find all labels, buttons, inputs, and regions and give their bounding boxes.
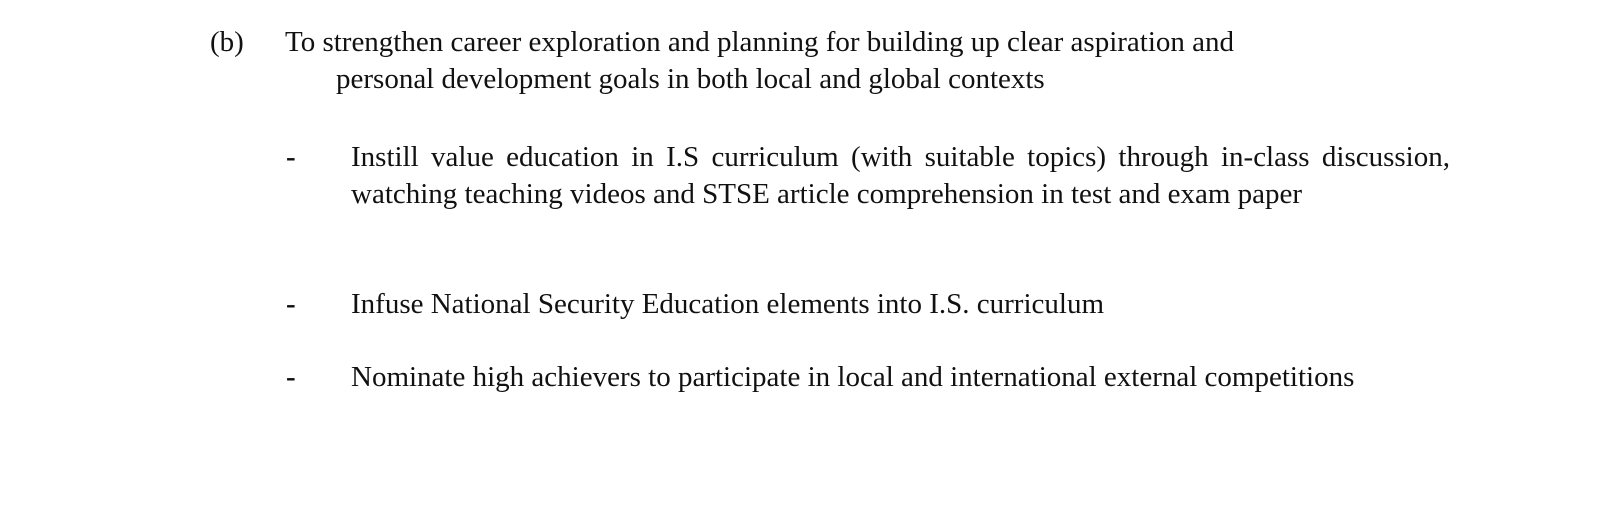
list-item-competitions: Nominate high achievers to participate in local and international external competitions	[351, 361, 1355, 393]
section-heading-line-2: personal development goals in both local and global contexts	[336, 63, 1045, 95]
bullet-dash: -	[286, 288, 296, 320]
list-item-value-education: Instill value education in I.S curriculum (with suitable topics) through in-class discussion, watching teaching videos and STSE article comprehension in test and exam paper	[351, 141, 1450, 210]
bullet-dash: -	[286, 361, 296, 393]
bullet-dash: -	[286, 141, 296, 173]
section-heading-line-1: To strengthen career exploration and planning for building up clear aspiration and	[285, 26, 1235, 58]
section-marker: (b)	[210, 26, 244, 58]
list-item-national-security: Infuse National Security Education elements into I.S. curriculum	[351, 288, 1104, 320]
section-heading	[285, 24, 1415, 98]
